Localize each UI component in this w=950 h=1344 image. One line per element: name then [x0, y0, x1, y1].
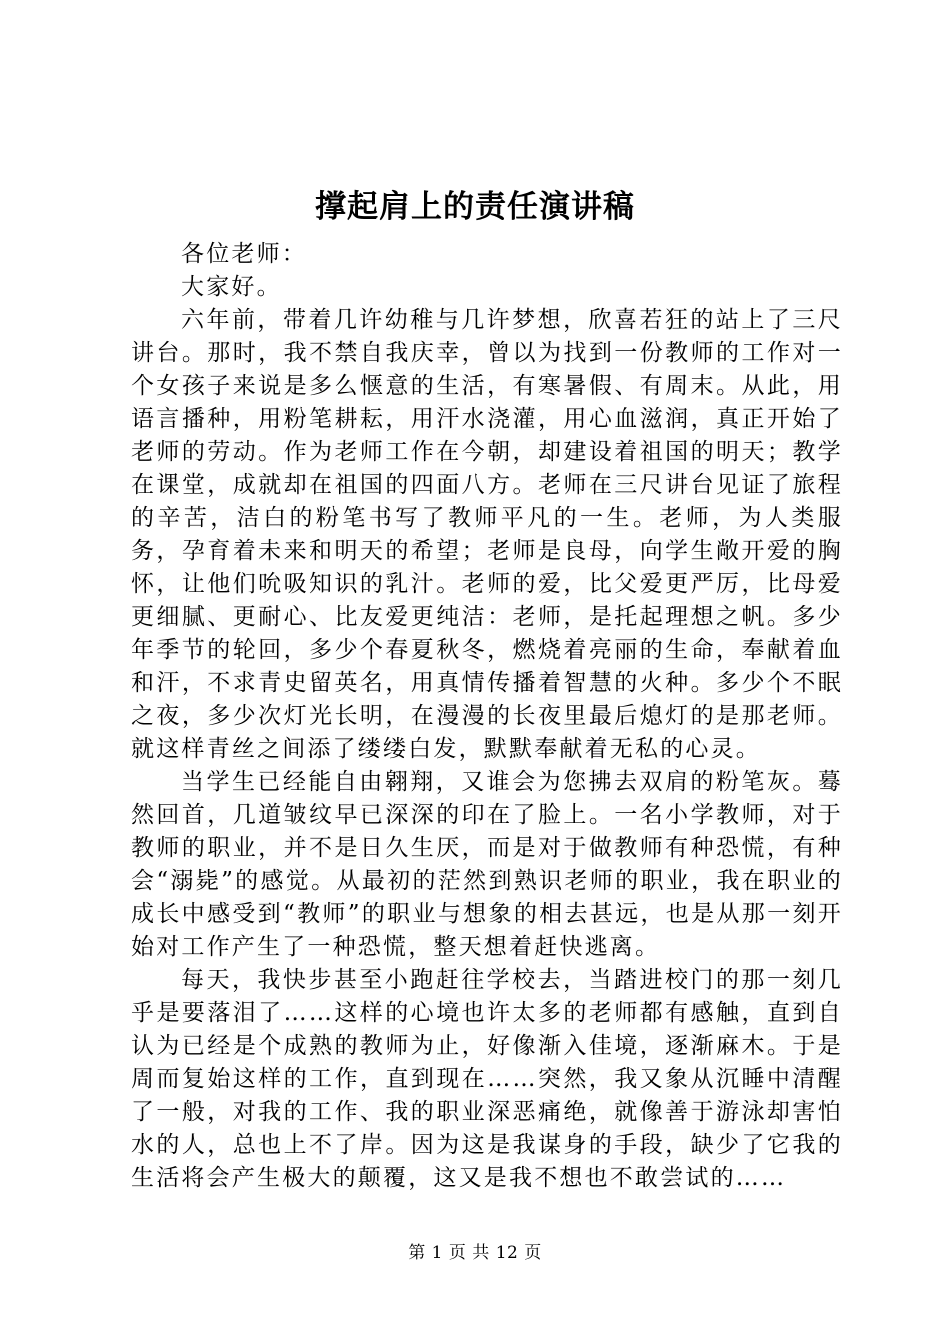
body-paragraph-1: 六年前，带着几许幼稚与几许梦想，欣喜若狂的站上了三尺讲台。那时，我不禁自我庆幸，曾以为找到一份教师的工作对一个女孩子来说是多么惬意的生活，有寒暑假、有周末。从此，用语言播种，用粉笔耕耘，用汗水浇灌，用心血滋润，真正开始了老师的劳动。作为老师工作在今朝，却建设着祖国的明天；教学在课堂，成就却在祖国的四面八方。老师在三尺讲台见证了旅程的辛苦，洁白的粉笔书写了教师平凡的一生。老师，为人类服务，孕育着未来和明天的希望；老师是良母，向学生敞开爱的胸怀，让他们吮吸知识的乳汁。老师的爱，比父爱更严厉，比母爱更细腻、更耐心、比友爱更纯洁：老师，是托起理想之帆。多少年季节的轮回，多少个春夏秋冬，燃烧着亮丽的生命，奉献着血和汗，不求青史留英名，用真情传播着智慧的火种。多少个不眠之夜，多少次灯光长明，在漫漫的长夜里最后熄灯的是那老师。就这样青丝之间添了缕缕白发，默默奉献着无私的心灵。 — [131, 307, 843, 762]
document-title: 撑起肩上的责任演讲稿 — [315, 189, 635, 225]
salutation-paragraph: 各位老师： — [181, 241, 307, 267]
page-footer: 第 1 页 共 12 页 — [408, 1243, 542, 1263]
greeting-paragraph: 大家好。 — [181, 274, 282, 300]
body-paragraph-2: 当学生已经能自由翱翔，又谁会为您拂去双肩的粉笔灰。蓦然回首，几道皱纹早已深深的印在了脸上。一名小学教师，对于教师的职业，并不是日久生厌，而是对于做教师有种恐慌，有种会“溺毙”的感觉。从最初的茫然到熟识老师的职业，我在职业的成长中感受到“教师”的职业与想象的相去甚远，也是从那一刻开始对工作产生了一种恐慌，整天想着赶快逃离。 — [131, 769, 843, 960]
document-body — [131, 238, 843, 1195]
body-paragraph-3: 每天，我快步甚至小跑赶往学校去，当踏进校门的那一刻几乎是要落泪了……这样的心境也许太多的老师都有感触，直到自认为已经是个成熟的教师为止，好像渐入佳境，逐渐麻木。于是周而复始这样的工作，直到现在……突然，我又象从沉睡中清醒了一般，对我的工作、我的职业深恶痛绝，就像善于游泳却害怕水的人，总也上不了岸。因为这是我谋身的手段，缺少了它我的生活将会产生极大的颠覆，这又是我不想也不敢尝试的…… — [131, 967, 843, 1191]
